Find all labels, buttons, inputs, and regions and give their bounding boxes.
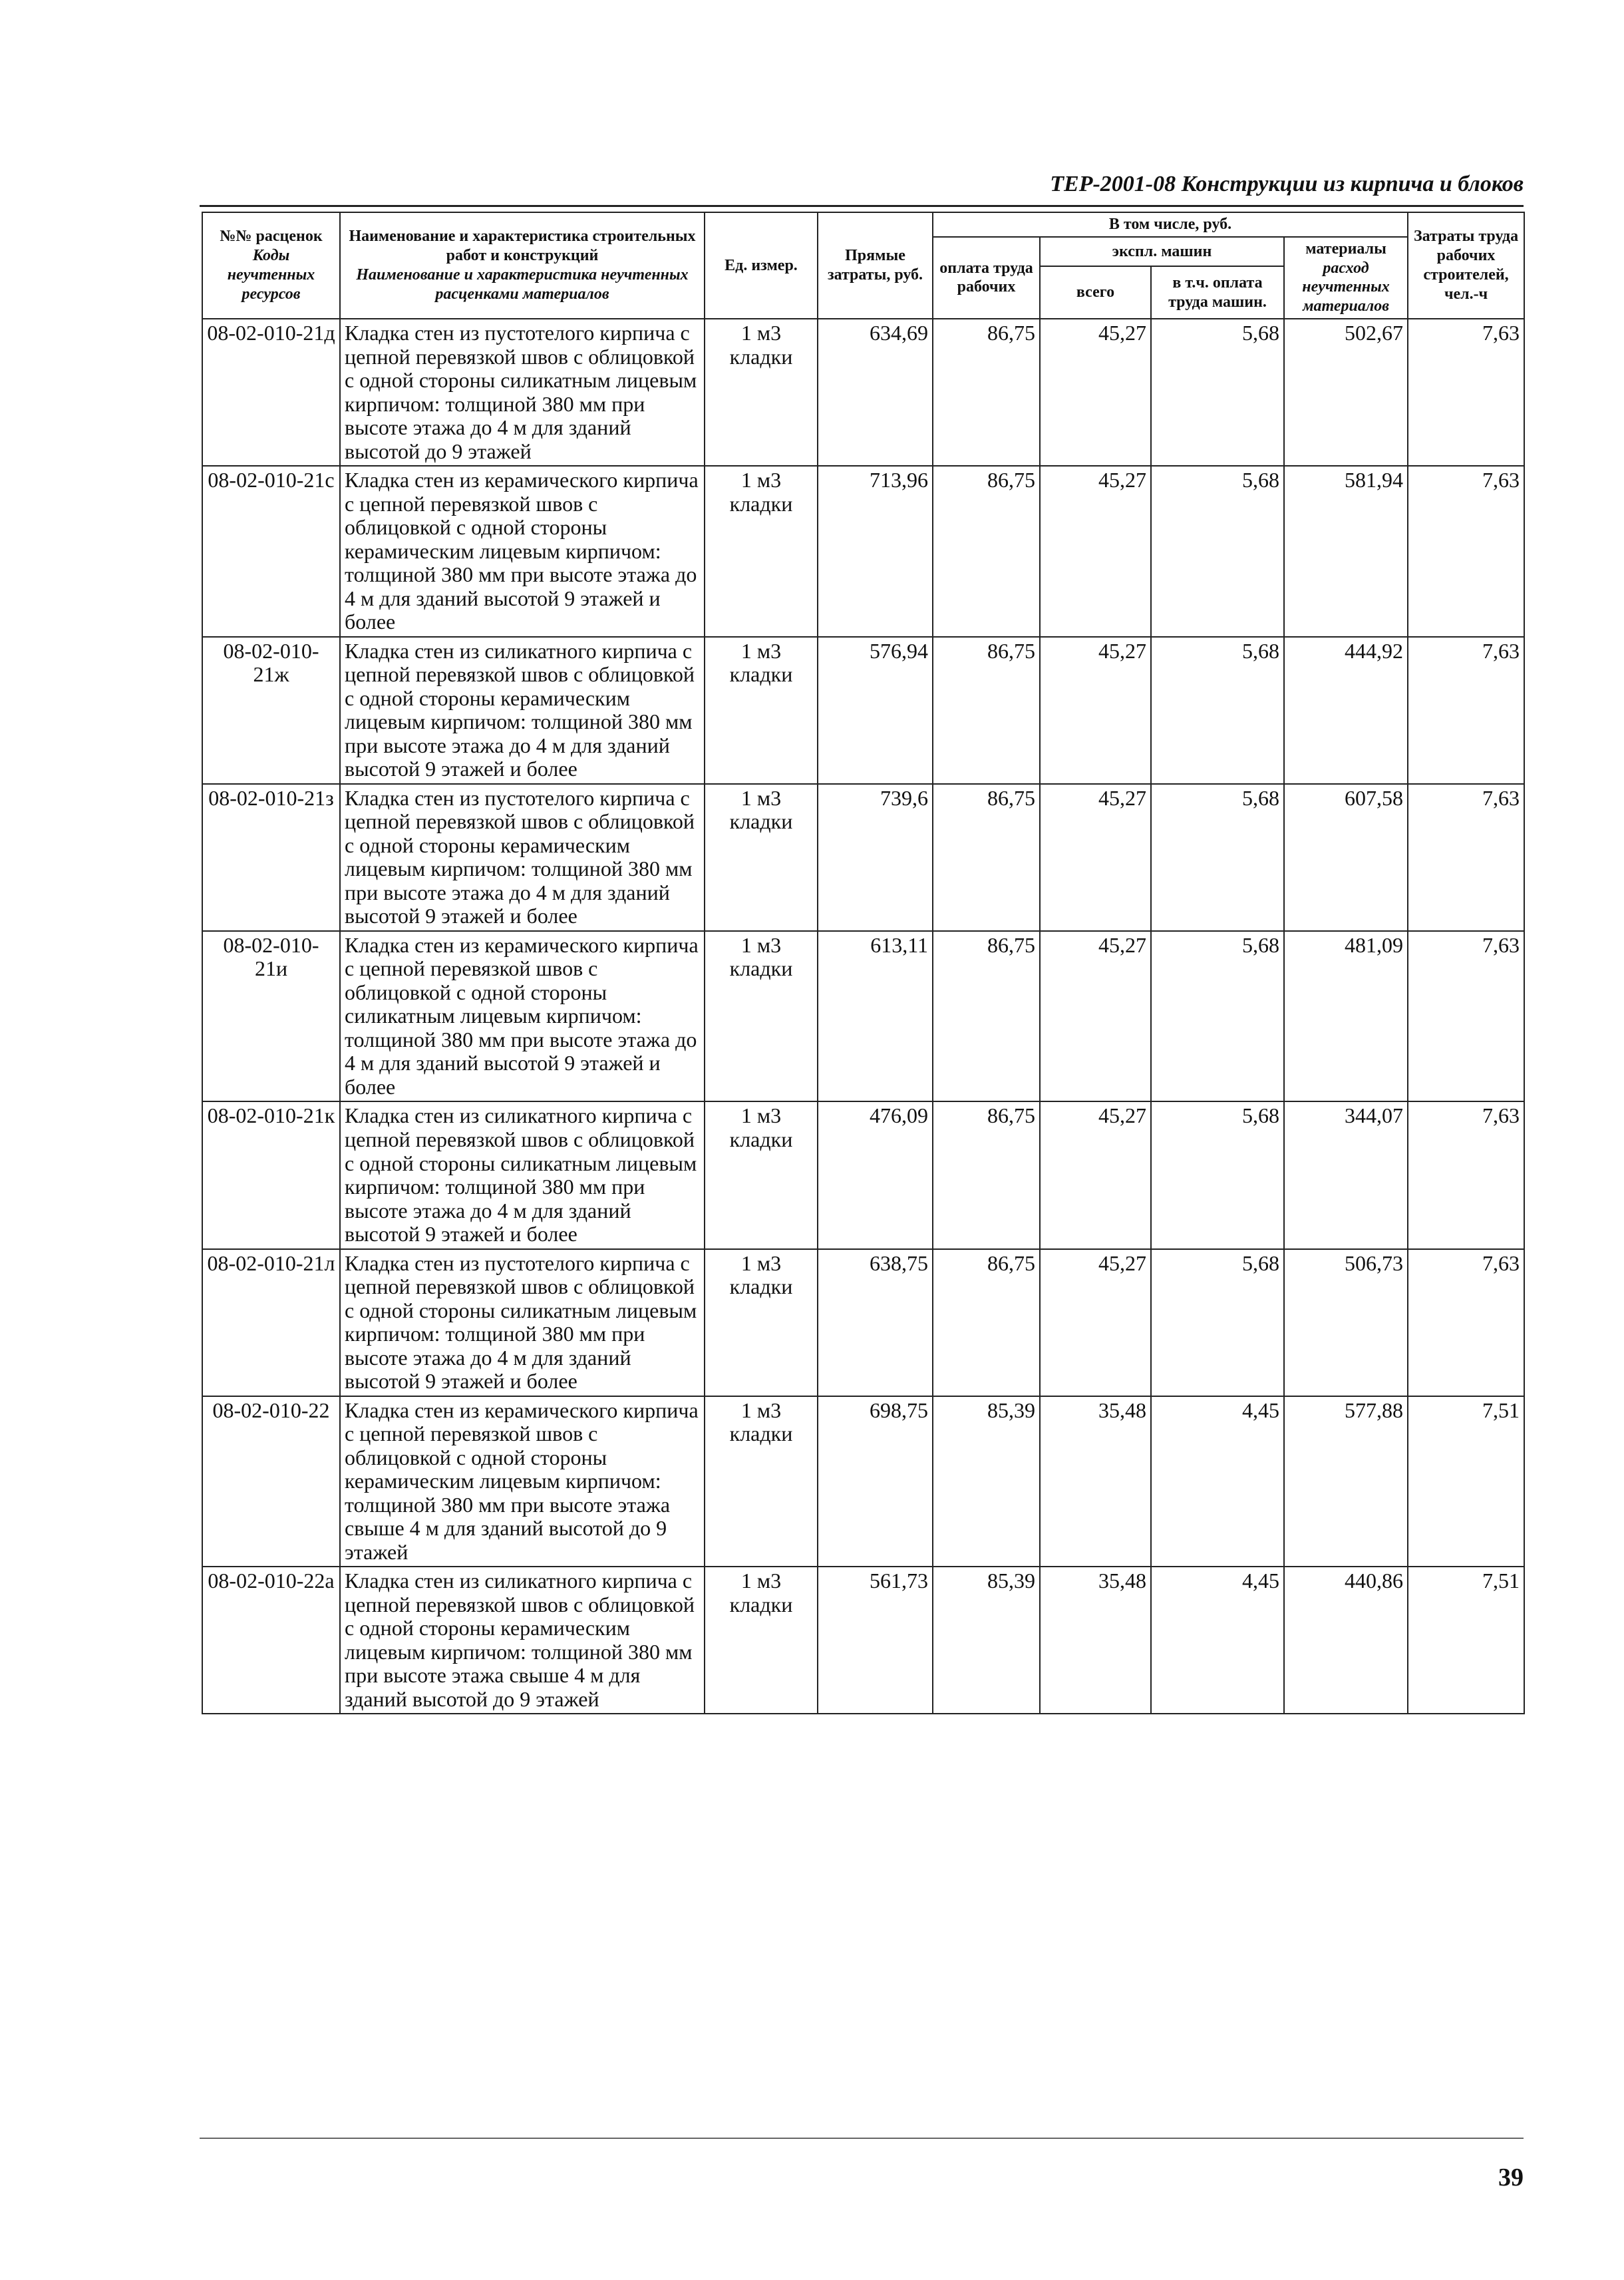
header-materials-bottom: расход неучтенных материалов [1302,259,1390,315]
rate-materials: 607,58 [1284,784,1408,931]
rate-machines-pay: 5,68 [1151,319,1284,466]
rate-unit: 1 м3 кладки [705,1249,818,1396]
rate-description: Кладка стен из пустотелого кирпича с цепной перевязкой швов с облицовкой с одной стороны керамическим лицевым кирпичом: толщиной 380 мм при высоте этажа до 4 м для зданий высотой 9 этажей и более [340,784,705,931]
rate-labor-pay: 85,39 [933,1567,1040,1714]
rate-description: Кладка стен из пустотелого кирпича с цепной перевязкой швов с облицовкой с одной стороны силикатным лицевым кирпичом: толщиной 380 мм при высоте этажа до 4 м для зданий высотой 9 этажей и более [340,1249,705,1396]
header-name [340,212,705,319]
rate-materials: 577,88 [1284,1396,1408,1567]
rate-code: 08-02-010-21л [202,1249,340,1396]
rate-machines-total: 35,48 [1040,1396,1151,1567]
header-name-bottom: Наименование и характеристика неучтенных расценками материалов [356,266,689,303]
rate-machines-total: 45,27 [1040,1101,1151,1248]
rate-direct-costs: 561,73 [818,1567,933,1714]
header-labor-pay: оплата труда рабочих [933,237,1040,319]
rate-unit: 1 м3 кладки [705,931,818,1102]
rate-code: 08-02-010-21з [202,784,340,931]
rate-machines-total: 45,27 [1040,931,1151,1102]
rate-machines-pay: 5,68 [1151,1249,1284,1396]
rate-labor-hours: 7,63 [1408,931,1524,1102]
rate-unit: 1 м3 кладки [705,784,818,931]
rate-labor-hours: 7,63 [1408,466,1524,637]
rate-direct-costs: 713,96 [818,466,933,637]
rate-machines-pay: 5,68 [1151,466,1284,637]
rate-labor-hours: 7,63 [1408,1249,1524,1396]
rate-materials: 481,09 [1284,931,1408,1102]
header-rule [200,205,1524,207]
rate-machines-pay: 5,68 [1151,637,1284,784]
header-machines-pay: в т.ч. оплата труда машин. [1151,266,1284,319]
rate-machines-total: 35,48 [1040,1567,1151,1714]
rate-machines-total: 45,27 [1040,466,1151,637]
rate-machines-total: 45,27 [1040,1249,1151,1396]
rate-code: 08-02-010-22а [202,1567,340,1714]
table-row [202,1249,1524,1396]
rate-machines-pay: 4,45 [1151,1567,1284,1714]
header-unit: Ед. измер. [705,212,818,319]
rate-unit: 1 м3 кладки [705,1567,818,1714]
table-row [202,1101,1524,1248]
header-code-bottom: Коды неучтенных ресурсов [227,247,315,303]
rate-unit: 1 м3 кладки [705,1101,818,1248]
table-row [202,1567,1524,1714]
header-materials [1284,237,1408,319]
table-row [202,931,1524,1102]
rate-direct-costs: 638,75 [818,1249,933,1396]
table-row [202,637,1524,784]
rate-description: Кладка стен из керамического кирпича с цепной перевязкой швов с облицовкой с одной стороны керамическим лицевым кирпичом: толщиной 380 мм при высоте этажа до 4 м для зданий высотой 9 этажей и более [340,466,705,637]
page-number: 39 [1498,2164,1524,2191]
rate-unit: 1 м3 кладки [705,637,818,784]
rate-labor-pay: 85,39 [933,1396,1040,1567]
rate-machines-pay: 5,68 [1151,1101,1284,1248]
header-materials-top: материалы [1305,240,1386,258]
rate-materials: 444,92 [1284,637,1408,784]
rate-description: Кладка стен из силикатного кирпича с цепной перевязкой швов с облицовкой с одной стороны силикатным лицевым кирпичом: толщиной 380 мм при высоте этажа до 4 м для зданий высотой 9 этажей и более [340,1101,705,1248]
rate-code: 08-02-010-21и [202,931,340,1102]
rate-labor-pay: 86,75 [933,784,1040,931]
rate-code: 08-02-010-21д [202,319,340,466]
rate-description: Кладка стен из пустотелого кирпича с цепной перевязкой швов с облицовкой с одной стороны силикатным лицевым кирпичом: толщиной 380 мм при высоте этажа до 4 м для зданий высотой до 9 этажей [340,319,705,466]
footer-rule [200,2138,1524,2139]
rate-labor-hours: 7,63 [1408,784,1524,931]
header-including: В том числе, руб. [933,212,1408,237]
rate-unit: 1 м3 кладки [705,466,818,637]
rate-machines-total: 45,27 [1040,319,1151,466]
rate-materials: 506,73 [1284,1249,1408,1396]
header-labor-cost: Затраты труда рабочих строителей, чел.-ч [1408,212,1524,319]
rate-description: Кладка стен из керамического кирпича с цепной перевязкой швов с облицовкой с одной стороны силикатным лицевым кирпичом: толщиной 380 мм при высоте этажа до 4 м для зданий высотой 9 этажей и более [340,931,705,1102]
rate-labor-pay: 86,75 [933,931,1040,1102]
rate-machines-total: 45,27 [1040,784,1151,931]
rates-table [202,212,1525,1714]
rate-unit: 1 м3 кладки [705,319,818,466]
table-header [202,212,1524,319]
rate-machines-pay: 5,68 [1151,931,1284,1102]
rate-labor-pay: 86,75 [933,466,1040,637]
header-direct-costs: Прямые затраты, руб. [818,212,933,319]
rate-labor-hours: 7,51 [1408,1567,1524,1714]
rate-labor-pay: 86,75 [933,1249,1040,1396]
rate-direct-costs: 613,11 [818,931,933,1102]
rate-code: 08-02-010-21ж [202,637,340,784]
table-row [202,784,1524,931]
rate-materials: 440,86 [1284,1567,1408,1714]
table-row [202,1396,1524,1567]
rate-direct-costs: 739,6 [818,784,933,931]
rate-machines-total: 45,27 [1040,637,1151,784]
rate-labor-pay: 86,75 [933,637,1040,784]
table-row [202,319,1524,466]
rate-labor-pay: 86,75 [933,319,1040,466]
rate-code: 08-02-010-22 [202,1396,340,1567]
rate-description: Кладка стен из силикатного кирпича с цепной перевязкой швов с облицовкой с одной стороны керамическим лицевым кирпичом: толщиной 380 мм при высоте этажа до 4 м для зданий высотой 9 этажей и более [340,637,705,784]
rate-direct-costs: 634,69 [818,319,933,466]
rate-description: Кладка стен из силикатного кирпича с цепной перевязкой швов с облицовкой с одной стороны керамическим лицевым кирпичом: толщиной 380 мм при высоте этажа свыше 4 м для зданий высотой до 9 этажей [340,1567,705,1714]
rate-code: 08-02-010-21с [202,466,340,637]
header-code-top: №№ расценок [220,228,323,246]
rate-description: Кладка стен из керамического кирпича с цепной перевязкой швов с облицовкой с одной стороны керамическим лицевым кирпичом: толщиной 380 мм при высоте этажа свыше 4 м для зданий высотой до 9 этажей [340,1396,705,1567]
rate-direct-costs: 698,75 [818,1396,933,1567]
rate-labor-hours: 7,63 [1408,1101,1524,1248]
rate-materials: 344,07 [1284,1101,1408,1248]
table-body [202,319,1524,1714]
rate-labor-pay: 86,75 [933,1101,1040,1248]
rate-labor-hours: 7,51 [1408,1396,1524,1567]
page-header: ТЕР-2001-08 Конструкции из кирпича и блоков [1050,172,1524,196]
header-machines: экспл. машин [1040,237,1284,266]
header-name-top: Наименование и характеристика строительных работ и конструкций [349,228,696,265]
rate-labor-hours: 7,63 [1408,319,1524,466]
rate-materials: 502,67 [1284,319,1408,466]
rate-machines-pay: 4,45 [1151,1396,1284,1567]
rate-unit: 1 м3 кладки [705,1396,818,1567]
rate-labor-hours: 7,63 [1408,637,1524,784]
rate-code: 08-02-010-21к [202,1101,340,1248]
rate-materials: 581,94 [1284,466,1408,637]
header-code [202,212,340,319]
rate-machines-pay: 5,68 [1151,784,1284,931]
rate-direct-costs: 576,94 [818,637,933,784]
header-machines-total: всего [1040,266,1151,319]
rate-direct-costs: 476,09 [818,1101,933,1248]
table-row [202,466,1524,637]
